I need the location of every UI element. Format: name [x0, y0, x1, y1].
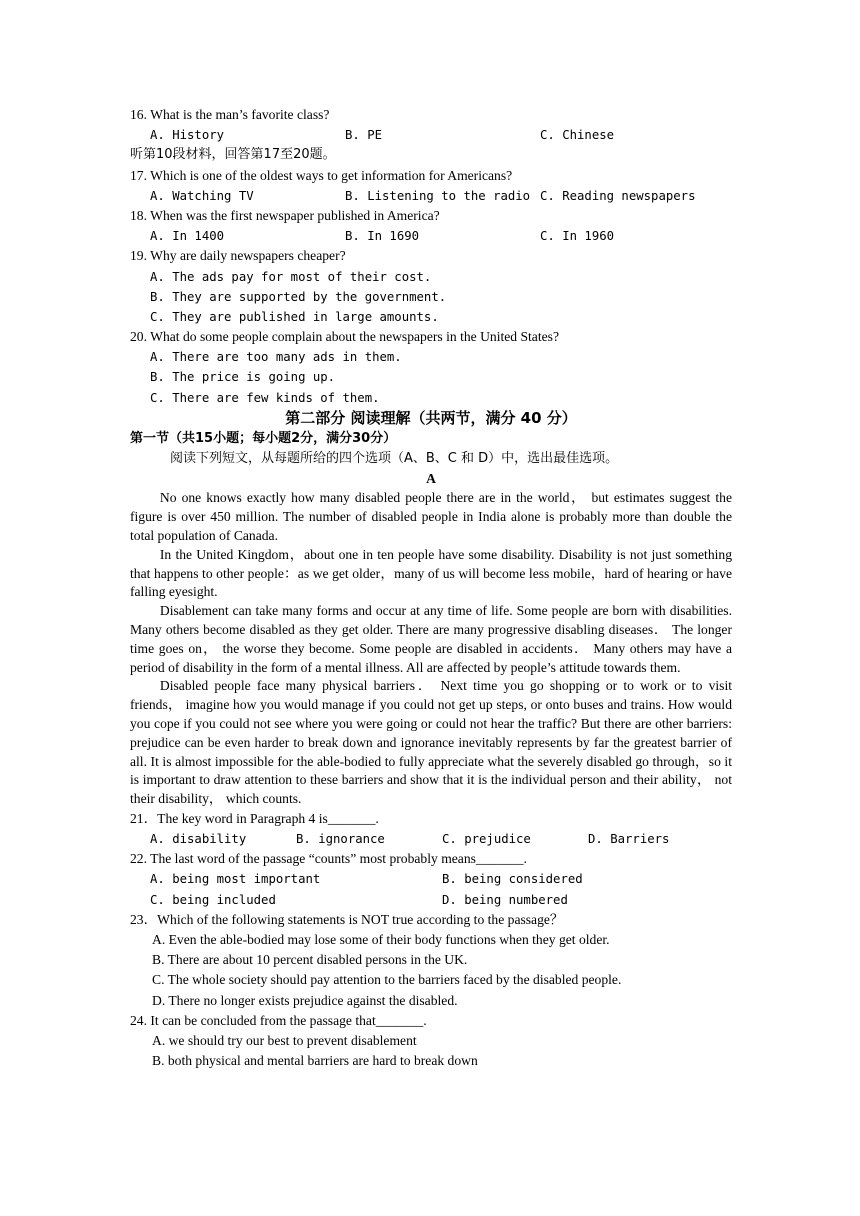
option-b: B. both physical and mental barriers are hard to break down — [152, 1053, 478, 1069]
option-b: B. The price is going up. — [150, 370, 336, 385]
question-21-options — [130, 829, 732, 849]
option-a: A. being most important — [150, 872, 321, 887]
option-c: C. being included — [150, 892, 276, 907]
option-a: A. The ads pay for most of their cost. — [150, 269, 432, 284]
option-a: A. In 1400 — [150, 229, 225, 244]
question-24-stem: 24. It can be concluded from the passage that_______. — [130, 1012, 427, 1028]
option-b: B. There are about 10 percent disabled persons in the UK. — [152, 952, 468, 968]
question-21-stem: 21．The key word in Paragraph 4 is_______. — [130, 810, 379, 826]
option-c: C. They are published in large amounts. — [150, 309, 439, 324]
option-d: D. Barriers — [588, 832, 670, 847]
option-c: C. prejudice — [442, 832, 531, 847]
paragraph-3: Disablement can take many forms and occur at any time of life. Some people are born with disabilities. Many others become disabled as they get older. There are many progressive disabling diseases． The longer time goes on， the worse they become. Some people are disabled in accidents． Many others may have a period of disability in the form of a mental illness. All are affected by people’s attitude towards them. — [130, 603, 732, 675]
question-23-stem: 23．Which of the following statements is NOT true according to the passage？ — [130, 911, 564, 927]
exam-page — [130, 105, 732, 1071]
question-18-options — [130, 226, 732, 246]
question-22-options-ab — [130, 869, 732, 889]
question-18-stem: 18. When was the first newspaper published in America? — [130, 207, 440, 223]
option-c: C. In 1960 — [540, 229, 615, 244]
section-10-instruction: 听第10段材料，回答第17至20题。 — [130, 147, 336, 163]
option-c: C. Chinese — [540, 128, 615, 143]
part-2-title: 第二部分 阅读理解（共两节，满分 40 分） — [285, 408, 577, 427]
paragraph-2: In the United Kingdom，about one in ten people have some disability. Disability is not just something that happens to other people：as we get older，many of us will become less mobile，hard of hearing or have falling eyesight. — [130, 546, 732, 600]
question-20-stem: 20. What do some people complain about the newspapers in the United States? — [130, 329, 559, 345]
paragraph-4: Disabled people face many physical barriers． Next time you go shopping or to work or to visit friends， imagine how you would manage if you could not get up steps, or onto buses and trains. How would you cope if you could not see where you were going or could not hear the traffic? But there are other barriers: prejudice can be even harder to break down and ignorance inevitably represents by far the greatest barrier of all. It is almost impossible for the able-bodied to fully appreciate what the severely disabled go through，so it is important to draw attention to these barriers and show that it is the individual person and their ability， not their disability， which counts. — [130, 678, 732, 807]
option-b: B. Listening to the radio — [345, 188, 531, 203]
question-17-options — [130, 186, 732, 206]
option-a: A. There are too many ads in them. — [150, 350, 402, 365]
option-b: B. ignorance — [296, 832, 385, 847]
option-c: C. There are few kinds of them. — [150, 390, 380, 405]
section-1-heading: 第一节（共15小题；每小题2分，满分30分） — [130, 430, 397, 446]
option-b: B. They are supported by the government. — [150, 289, 447, 304]
option-a: A. Even the able-bodied may lose some of their body functions when they get older. — [152, 932, 610, 948]
option-c: C. The whole society should pay attention to the barriers faced by the disabled people. — [152, 972, 622, 988]
passage-a — [130, 489, 732, 809]
option-b: B. PE — [345, 128, 383, 143]
option-b: B. In 1690 — [345, 229, 420, 244]
option-a: A. disability — [150, 832, 247, 847]
question-19-stem: 19. Why are daily newspapers cheaper? — [130, 248, 346, 264]
option-d: D. There no longer exists prejudice against the disabled. — [152, 992, 458, 1008]
reading-instruction: 阅读下列短文，从每题所给的四个选项（A、B、C 和 D）中，选出最佳选项。 — [170, 451, 619, 466]
paragraph-1: No one knows exactly how many disabled people there are in the world， but estimates suggest the figure is over 450 million. The number of disabled people in India alone is probably more than double the total population of Canada. — [130, 490, 732, 543]
option-c: C. Reading newspapers — [540, 188, 696, 203]
option-a: A. Watching TV — [150, 188, 254, 203]
option-a: A. History — [150, 128, 225, 143]
option-a: A. we should try our best to prevent disablement — [152, 1032, 417, 1048]
question-22-options-cd — [130, 890, 732, 910]
question-22-stem: 22. The last word of the passage “counts” most probably means_______. — [130, 851, 527, 867]
question-16-options — [130, 125, 732, 145]
question-16-stem: 16. What is the man’s favorite class? — [130, 107, 330, 122]
passage-letter: A — [426, 471, 436, 487]
option-d: D. being numbered — [442, 892, 568, 907]
option-b: B. being considered — [442, 872, 583, 887]
question-17-stem: 17. Which is one of the oldest ways to get information for Americans? — [130, 167, 513, 183]
